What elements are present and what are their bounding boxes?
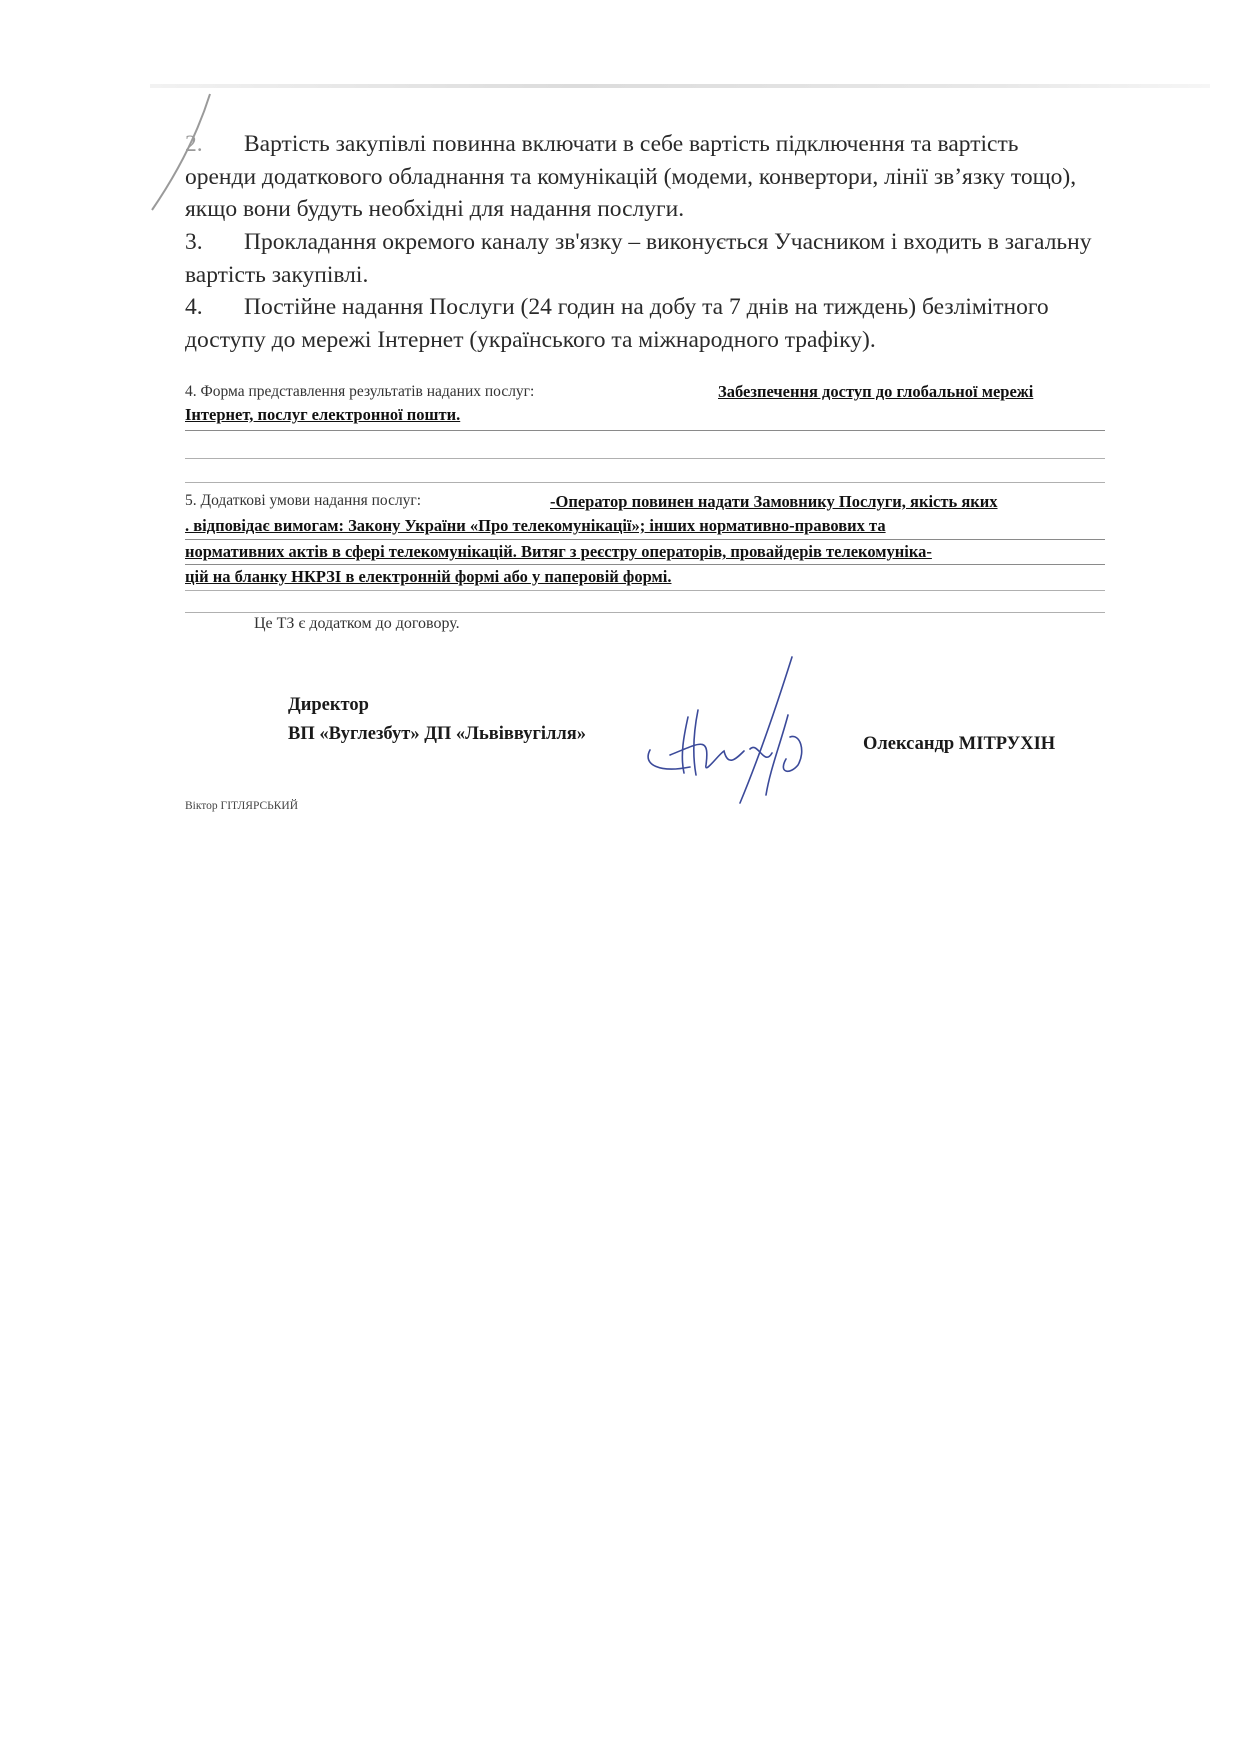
handwritten-signature xyxy=(640,655,850,805)
section-5-line3: нормативних актів в сфері телекомунікацій. Витяг з реєстру операторів, провайдерів телекомуніка- xyxy=(185,542,932,561)
divider xyxy=(185,590,1105,591)
signatory-position: Директор xyxy=(288,695,369,715)
section-4-value-line2: Інтернет, послуг електронної пошти. xyxy=(185,405,461,424)
section-5-line1: -Оператор повинен надати Замовнику Послуги, якість яких xyxy=(550,492,998,511)
section-5-line2: . відповідає вимогам: Закону України «Про телекомунікації»; інших нормативно-правових та xyxy=(185,516,886,535)
item-text: Прокладання окремого каналу зв'язку – виконується Учасником і входить в загальну вартість закупівлі. xyxy=(185,229,1092,288)
section-4-value-line1: Забезпечення доступ до глобальної мережі xyxy=(718,382,1034,401)
section-5-line4: цій на бланку НКРЗІ в електронній формі або у паперовій формі. xyxy=(185,567,672,586)
section-4-label: 4. Форма представлення результатів наданих послуг: xyxy=(185,383,535,400)
footer-name: Віктор ГІТЛЯРСЬКИЙ xyxy=(185,800,299,812)
annex-note: Це ТЗ є додатком до договору. xyxy=(254,615,460,632)
list-item xyxy=(185,226,1095,291)
divider xyxy=(185,482,1105,483)
list-item xyxy=(185,291,1095,356)
signatory-name: Олександр МІТРУХІН xyxy=(863,734,1056,754)
divider xyxy=(185,458,1105,459)
divider xyxy=(185,564,1105,565)
item-number: 2. xyxy=(185,131,203,157)
section-5-label: 5. Додаткові умови надання послуг: xyxy=(185,492,422,509)
item-number: 3. xyxy=(185,229,203,255)
list-item xyxy=(185,128,1095,226)
item-text: Вартість закупівлі повинна включати в себе вартість підключення та вартість оренди додаткового обладнання та комунікацій (модеми, конвертори, лінії зв’язку тощо), якщо вони будуть необхідні для надання послуги. xyxy=(185,131,1077,222)
scan-edge-shadow xyxy=(150,84,1210,88)
divider xyxy=(185,539,1105,540)
signatory-organization: ВП «Вуглезбут» ДП «Львіввугілля» xyxy=(288,724,587,744)
item-text: Постійне надання Послуги (24 годин на добу та 7 днів на тиждень) безлімітного доступу до мережі Інтернет (українського та міжнародного трафіку). xyxy=(185,294,1049,353)
divider xyxy=(185,612,1105,613)
item-number: 4. xyxy=(185,294,203,320)
divider xyxy=(185,430,1105,431)
